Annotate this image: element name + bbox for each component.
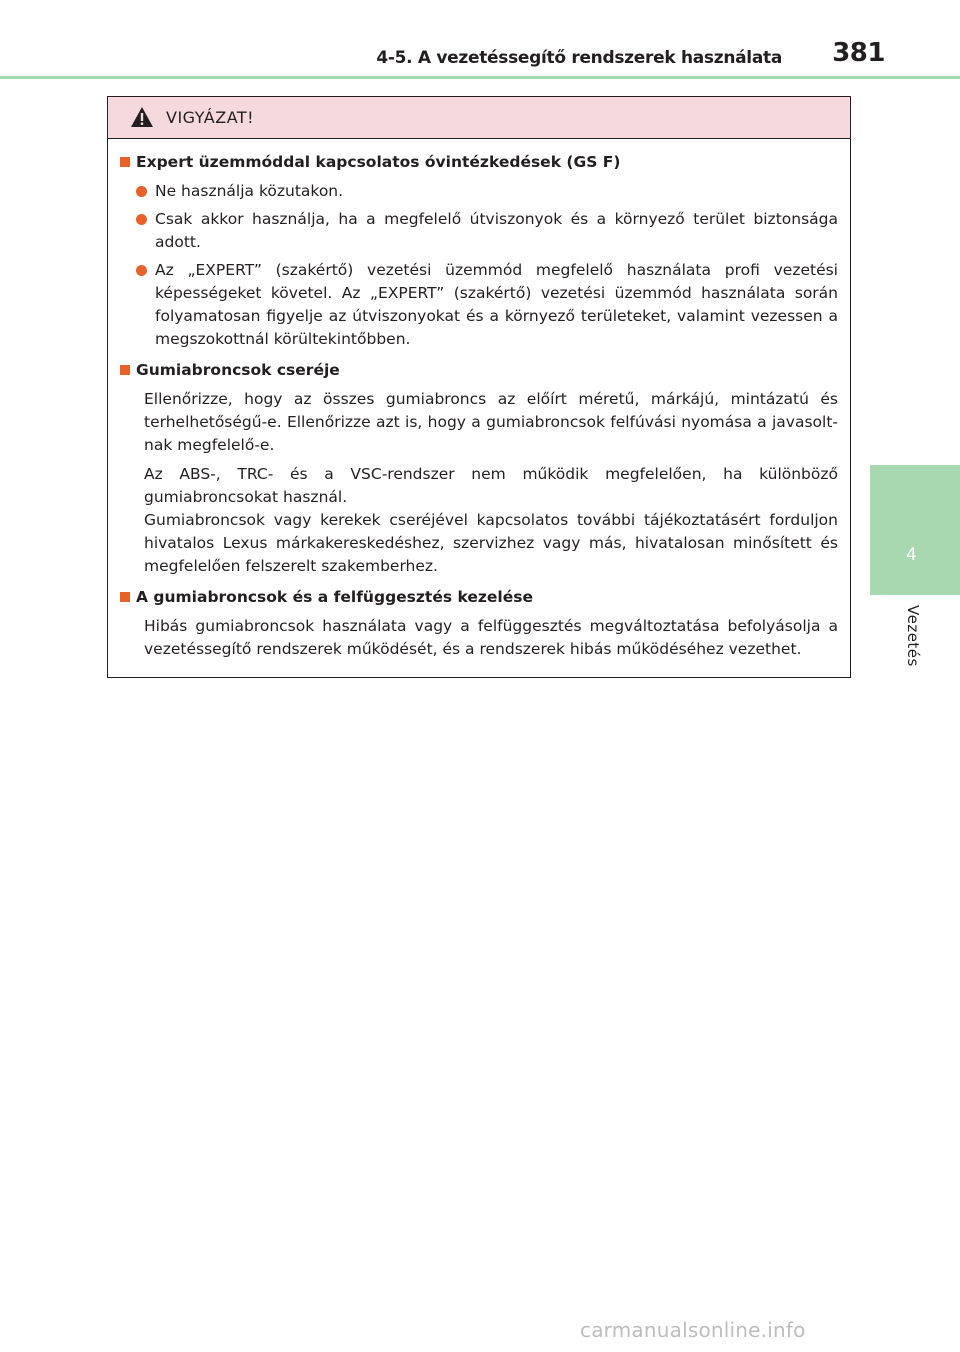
paragraph: Ellenőrizze, hogy az összes gumiabroncs az előírt méretű, márkájú, mintázatú és terhelhetőségű-e. Ellenőrizze azt is, hogy a gumiabroncsok felfúvási nyomása a javasolt-nak megfelelő-e. <box>144 390 838 454</box>
section-tire-suspension <box>120 586 838 661</box>
list-item: Az „EXPERT” (szakértő) vezetési üzemmód megfelelő használata profi vezetési képességeket követel. Az „EXPERT” (szakértő) vezetési üzemmód használata során folyamatosan figyelje az útviszonyokat és a környező területeket, valamint vezessen a megszokottnál körültekintőbben. <box>136 259 838 351</box>
section-heading: A gumiabroncsok és a felfüggesztés kezelése <box>120 586 838 609</box>
paragraph: Gumiabroncsok vagy kerekek cseréjével kapcsolatos további tájékoztatásért forduljon hivatalos Lexus márkakereskedéshez, szervizhez vagy más, hivatalosan minősített és megfelelően felszerelt szakemberhez. <box>144 511 838 575</box>
paragraph: Hibás gumiabroncsok használata vagy a felfüggesztés megváltoztatása befolyásolja a vezetéssegítő rendszerek működését, és a rendszerek hibás működéséhez vezethet. <box>144 617 838 658</box>
caution-title: VIGYÁZAT! <box>166 108 255 127</box>
chapter-number: 4 <box>906 545 917 565</box>
square-bullet-icon <box>120 592 130 602</box>
watermark: carmanualsonline.info <box>580 1318 806 1342</box>
section-expert-mode <box>120 151 838 351</box>
round-bullet-icon <box>136 186 147 197</box>
page-number: 381 <box>832 38 885 68</box>
square-bullet-icon <box>120 365 130 375</box>
caution-header <box>108 97 850 139</box>
chapter-label-tab <box>870 595 960 695</box>
round-bullet-icon <box>136 214 147 225</box>
chapter-label: Vezetés <box>904 605 922 667</box>
chapter-tab <box>870 465 960 595</box>
section-title: 4-5. A vezetéssegítő rendszerek használata <box>376 48 782 68</box>
section-heading: Expert üzemmóddal kapcsolatos óvintézkedések (GS F) <box>120 151 838 174</box>
caution-body <box>108 139 850 661</box>
paragraph: Az ABS-, TRC- és a VSC-rendszer nem működik megfelelően, ha különböző gumiabroncsokat használ. <box>144 465 838 506</box>
warning-triangle-icon <box>130 106 154 128</box>
section-tire-replacement <box>120 359 838 578</box>
square-bullet-icon <box>120 157 130 167</box>
list-item: Ne használja közutakon. <box>136 180 838 203</box>
round-bullet-icon <box>136 265 147 276</box>
section-heading: Gumiabroncsok cseréje <box>120 359 838 382</box>
page-header <box>0 0 960 80</box>
caution-box <box>107 96 851 678</box>
header-divider <box>0 76 960 79</box>
list-item: Csak akkor használja, ha a megfelelő útviszonyok és a környező terület biztonsága adott. <box>136 208 838 254</box>
